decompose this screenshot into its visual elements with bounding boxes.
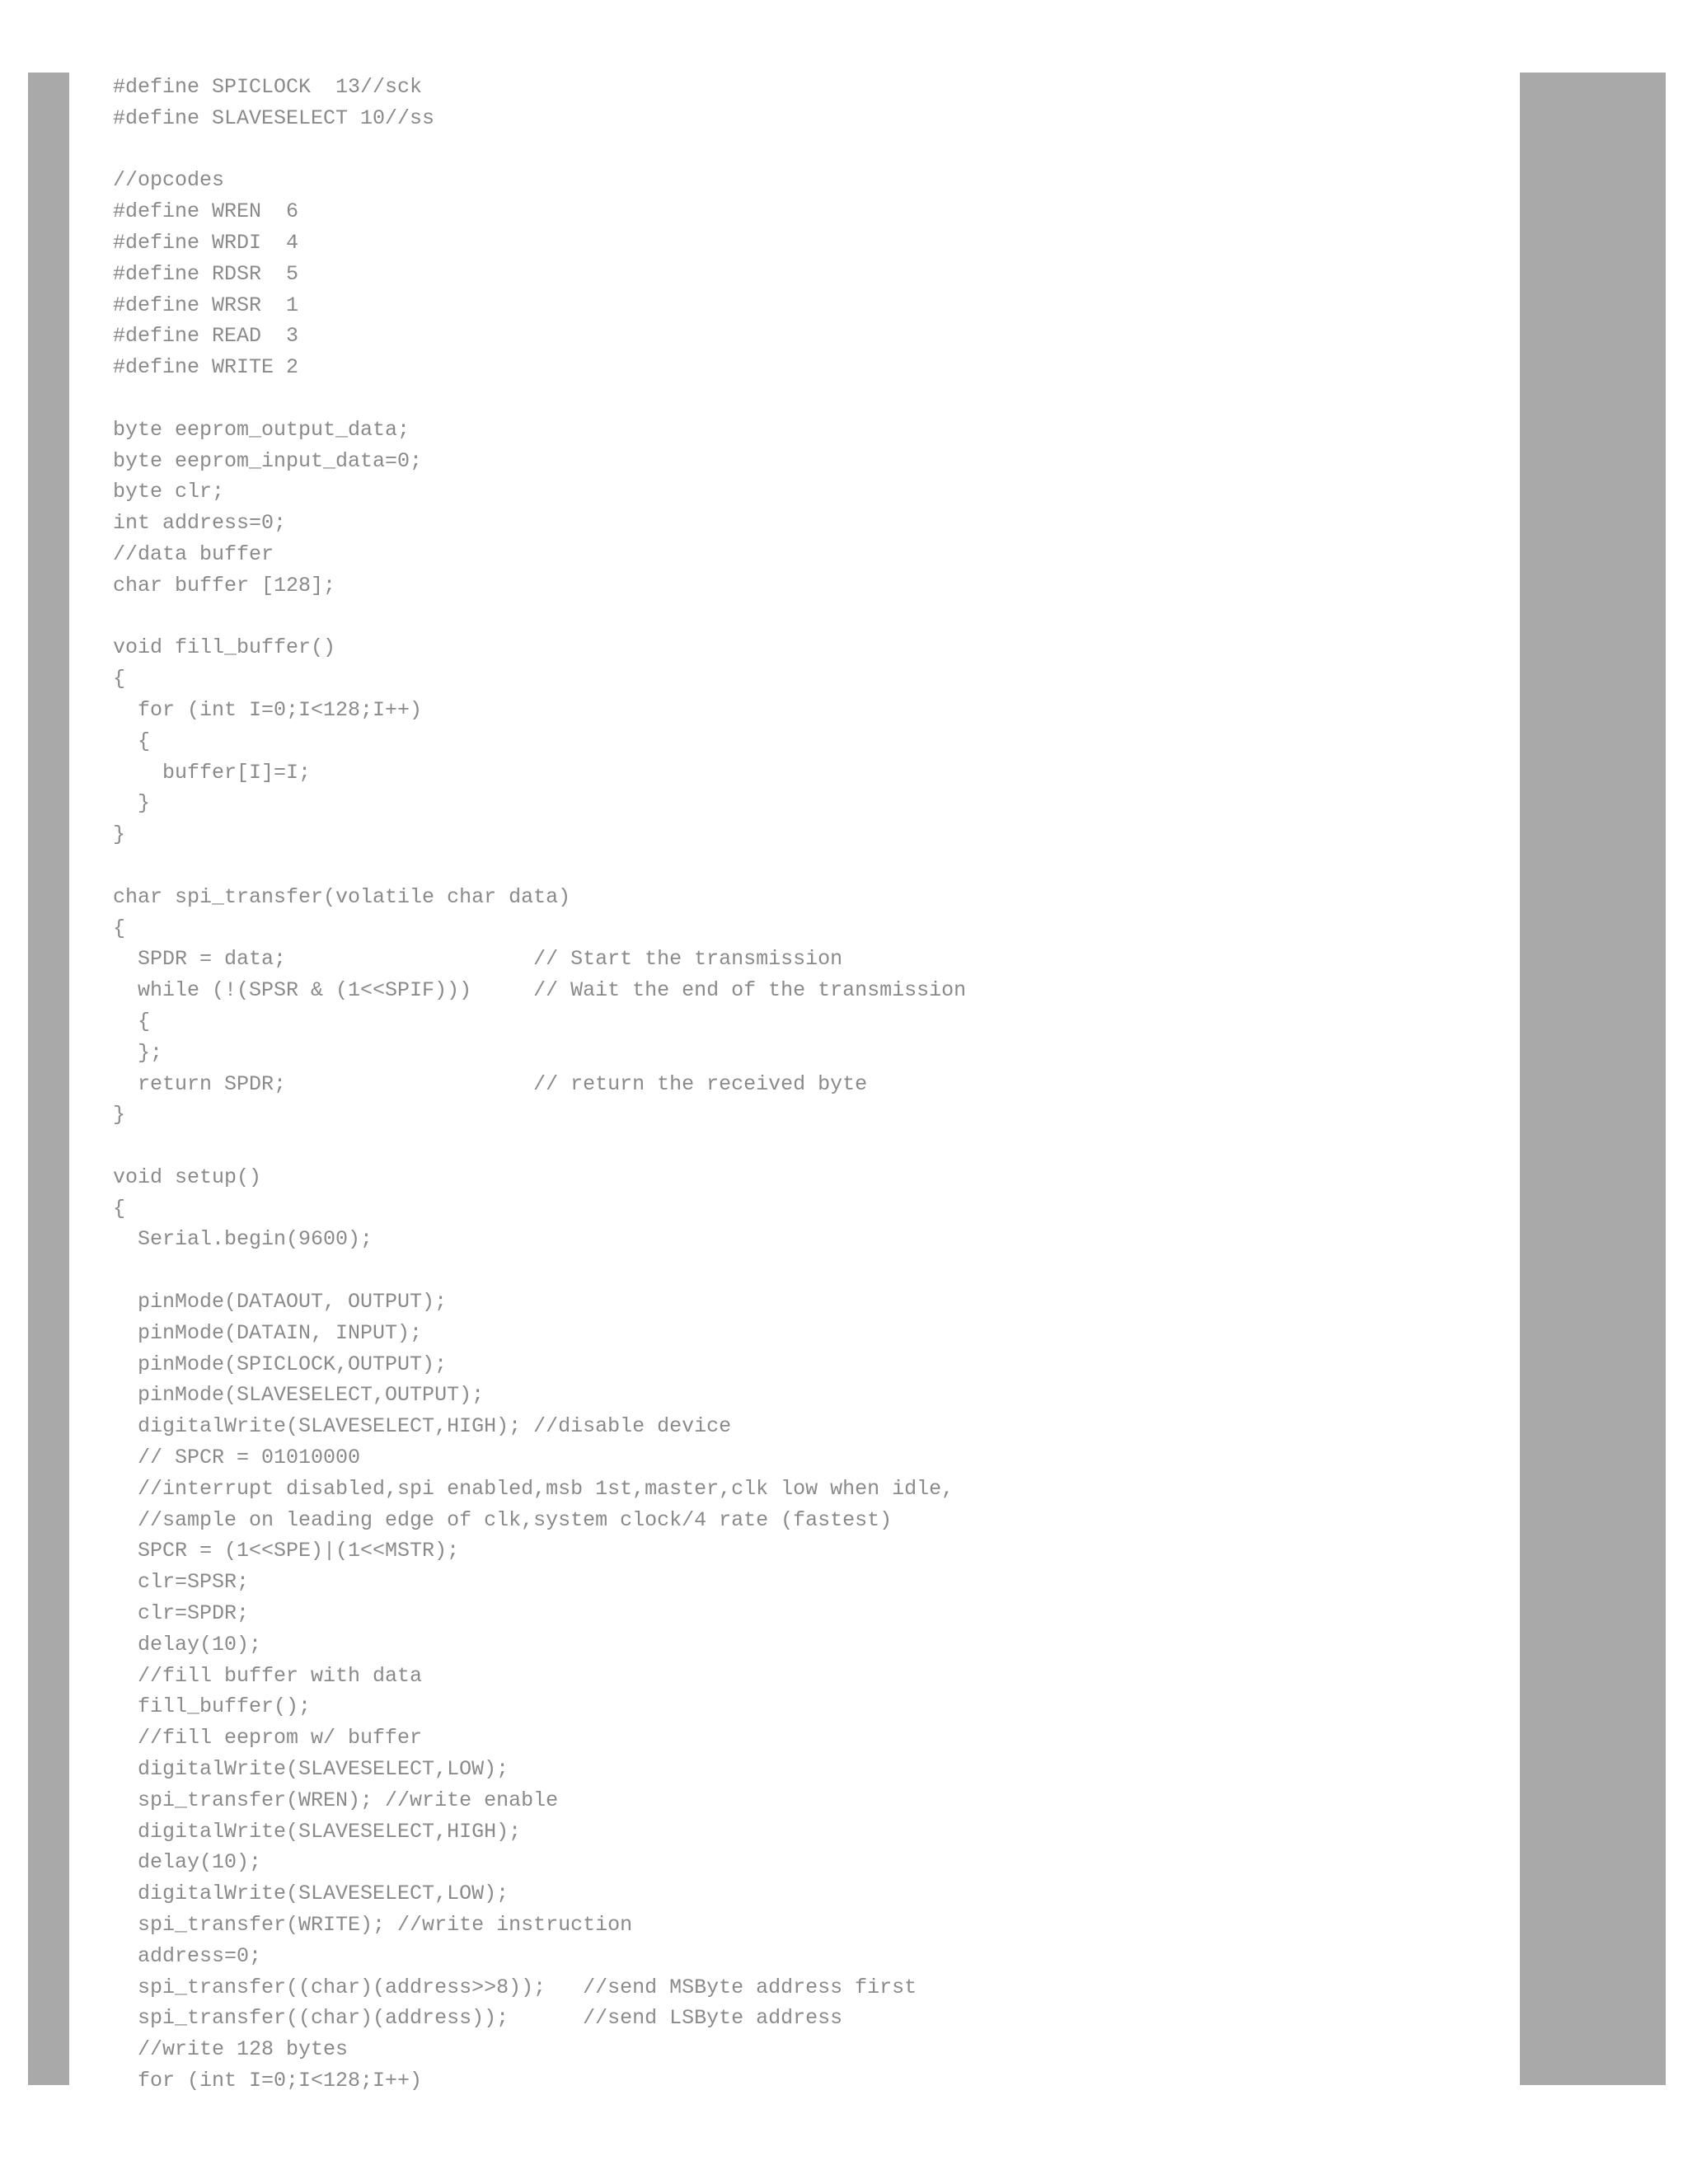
code-line: //fill buffer with data xyxy=(113,1663,423,1688)
code-line: { xyxy=(113,1196,126,1221)
code-line: #define SPICLOCK 13//sck xyxy=(113,75,423,99)
code-line: #define WRSR 1 xyxy=(113,293,299,317)
code-line: int address=0; xyxy=(113,511,287,536)
code-line: { xyxy=(113,916,126,940)
code-line: void setup() xyxy=(113,1165,262,1189)
code-line: //data buffer xyxy=(113,541,274,566)
code-line: //opcodes xyxy=(113,168,225,193)
code-line xyxy=(113,1131,1498,1162)
code-line: //write 128 bytes xyxy=(113,2037,349,2062)
code-line: digitalWrite(SLAVESELECT,HIGH); //disable device xyxy=(113,1414,732,1439)
code-line: byte eeprom_output_data; xyxy=(113,417,410,442)
code-line: SPCR = (1<<SPE)|(1<<MSTR); xyxy=(113,1539,460,1563)
code-line: } xyxy=(113,1103,126,1127)
code-line: #define SLAVESELECT 10//ss xyxy=(113,105,435,130)
code-line: byte eeprom_input_data=0; xyxy=(113,448,423,473)
code-line: delay(10); xyxy=(113,1632,262,1657)
code-line: digitalWrite(SLAVESELECT,LOW); xyxy=(113,1757,509,1782)
code-line: } xyxy=(113,791,151,816)
code-line: #define WREN 6 xyxy=(113,199,299,224)
code-line: buffer[I]=I; xyxy=(113,760,312,785)
code-line: char spi_transfer(volatile char data) xyxy=(113,884,571,909)
code-line xyxy=(113,383,1498,415)
code-line: }; xyxy=(113,1040,163,1065)
code-line xyxy=(113,134,1498,166)
code-line: { xyxy=(113,1009,151,1033)
code-line: spi_transfer(WRITE); //write instruction xyxy=(113,1913,633,1938)
code-listing xyxy=(113,72,1498,2097)
code-line: spi_transfer((char)(address)); //send LSByte address xyxy=(113,2006,843,2031)
code-line: #define RDSR 5 xyxy=(113,261,299,286)
code-line: pinMode(SPICLOCK,OUTPUT); xyxy=(113,1352,448,1376)
code-line: return SPDR; // return the received byte xyxy=(113,1071,868,1096)
code-line: //interrupt disabled,spi enabled,msb 1st,master,clk low when idle, xyxy=(113,1476,954,1501)
code-line: { xyxy=(113,667,126,691)
code-line xyxy=(113,1255,1498,1286)
right-margin-bar xyxy=(1520,73,1666,2085)
code-line xyxy=(113,602,1498,633)
code-line: void fill_buffer() xyxy=(113,635,336,660)
code-line: Serial.begin(9600); xyxy=(113,1227,373,1252)
code-line: char buffer [128]; xyxy=(113,573,336,598)
code-line: #define WRITE 2 xyxy=(113,355,299,380)
code-line: for (int I=0;I<128;I++) xyxy=(113,697,423,722)
code-line: fill_buffer(); xyxy=(113,1694,312,1719)
left-margin-bar xyxy=(28,73,69,2085)
code-line: // SPCR = 01010000 xyxy=(113,1446,361,1470)
code-line: } xyxy=(113,823,126,847)
code-line xyxy=(113,851,1498,882)
code-line: for (int I=0;I<128;I++) xyxy=(113,2069,423,2093)
code-line: while (!(SPSR & (1<<SPIF))) // Wait the end of the transmission xyxy=(113,978,967,1003)
code-line: SPDR = data; // Start the transmission xyxy=(113,947,843,972)
code-line: pinMode(DATAIN, INPUT); xyxy=(113,1320,423,1345)
code-line: address=0; xyxy=(113,1943,262,1968)
code-line: clr=SPDR; xyxy=(113,1601,250,1626)
code-line: #define WRDI 4 xyxy=(113,230,299,255)
code-line: spi_transfer((char)(address>>8)); //send MSByte address first xyxy=(113,1975,917,1999)
code-line: //fill eeprom w/ buffer xyxy=(113,1726,423,1750)
code-line: #define READ 3 xyxy=(113,324,299,349)
code-line: spi_transfer(WREN); //write enable xyxy=(113,1788,559,1812)
code-line: { xyxy=(113,729,151,753)
code-line: pinMode(DATAOUT, OUTPUT); xyxy=(113,1290,448,1315)
code-line: clr=SPSR; xyxy=(113,1570,250,1595)
code-line: byte clr; xyxy=(113,480,225,504)
code-line: digitalWrite(SLAVESELECT,LOW); xyxy=(113,1882,509,1906)
code-line: digitalWrite(SLAVESELECT,HIGH); xyxy=(113,1819,522,1844)
code-line: pinMode(SLAVESELECT,OUTPUT); xyxy=(113,1383,485,1408)
code-line: delay(10); xyxy=(113,1850,262,1875)
code-line: //sample on leading edge of clk,system clock/4 rate (fastest) xyxy=(113,1507,893,1532)
